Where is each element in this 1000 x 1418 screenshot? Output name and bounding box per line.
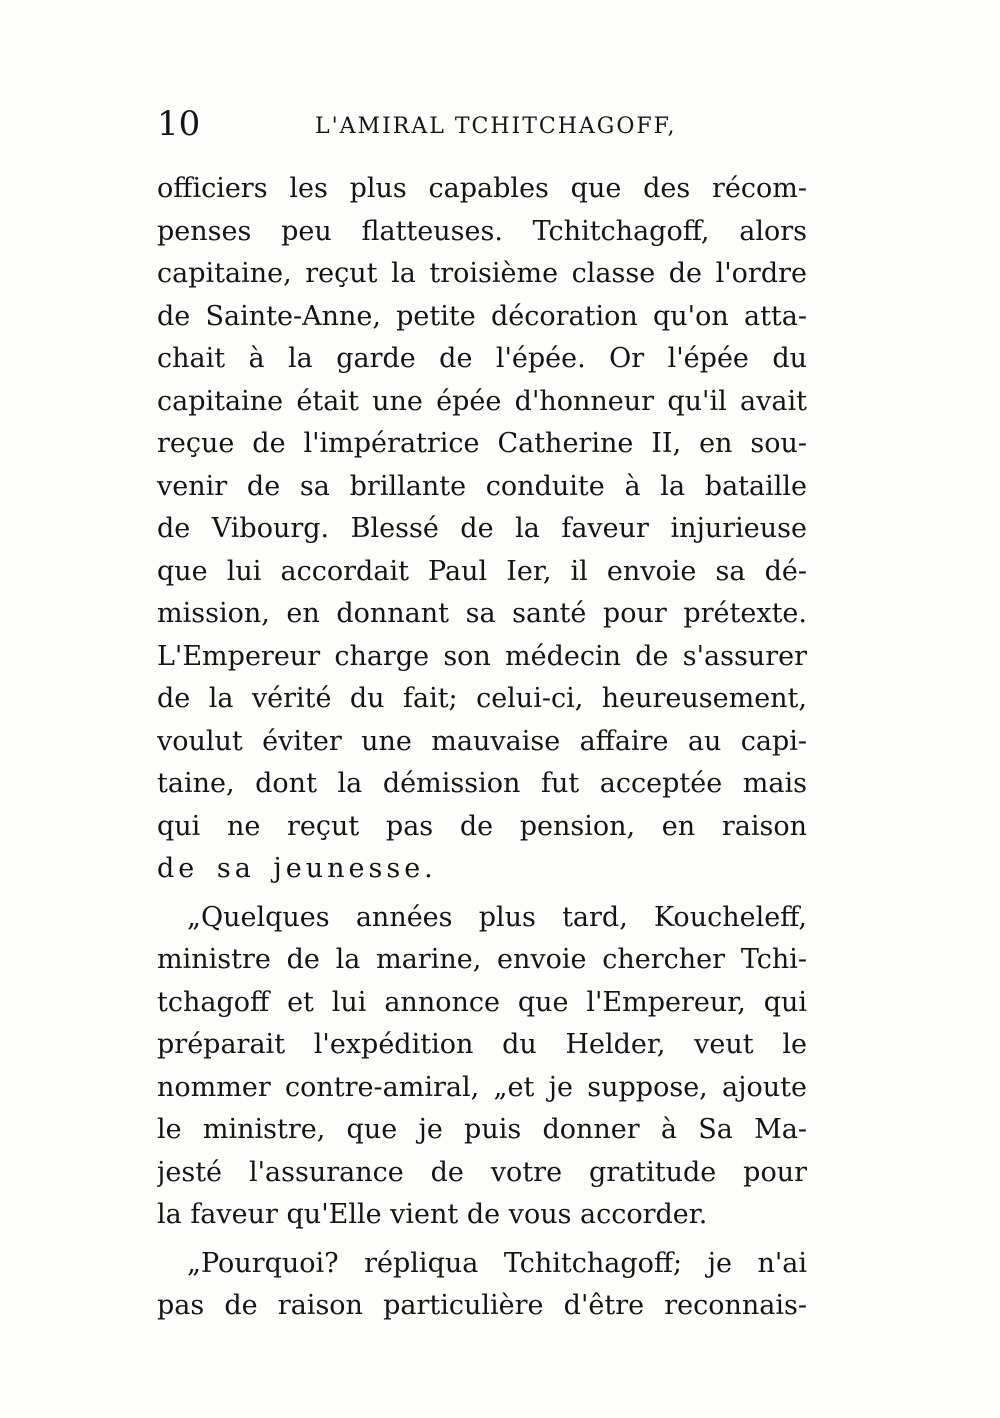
text-line: de Vibourg. Blessé de la faveur injurieuse bbox=[157, 513, 807, 544]
text-line: taine, dont la démission fut acceptée mais bbox=[157, 768, 807, 799]
text-line: jesté l'assurance de votre gratitude pour bbox=[157, 1156, 807, 1188]
paragraph-2 bbox=[157, 897, 807, 1237]
text-line: tchagoff et lui annonce que l'Empereur, qui bbox=[157, 986, 807, 1018]
text-line: chait à la garde de l'épée. Or l'épée du bbox=[157, 343, 807, 374]
page-number: 10 bbox=[157, 104, 201, 144]
paragraph-3 bbox=[157, 1243, 807, 1328]
text-line: voulut éviter une mauvaise affaire au capi- bbox=[157, 725, 807, 757]
text-line: penses peu flatteuses. Tchitchagoff, alors bbox=[157, 215, 807, 247]
text-line: de Sainte-Anne, petite décoration qu'on atta- bbox=[157, 300, 807, 332]
text-line: ministre de la marine, envoie chercher Tchi- bbox=[157, 944, 807, 975]
running-title: L'AMIRAL TCHITCHAGOFF, bbox=[315, 114, 677, 139]
text-line: de sa jeunesse. bbox=[157, 853, 437, 884]
text-line: officiers les plus capables que des récom- bbox=[157, 173, 807, 204]
text-line: préparait l'expédition du Helder, veut le bbox=[157, 1029, 807, 1060]
text-line: „Quelques années plus tard, Koucheleff, bbox=[187, 901, 807, 933]
page-header bbox=[157, 100, 807, 150]
body-text bbox=[157, 168, 807, 1328]
paragraph-1 bbox=[157, 168, 807, 891]
text-line: reçue de l'impératrice Catherine II, en sou- bbox=[157, 428, 807, 459]
text-line: le ministre, que je puis donner à Sa Ma- bbox=[157, 1114, 807, 1145]
text-line: venir de sa brillante conduite à la bataille bbox=[157, 470, 807, 502]
text-line: nommer contre-amiral, „et je suppose, ajoute bbox=[157, 1071, 807, 1103]
text-line: capitaine était une épée d'honneur qu'il avait bbox=[157, 385, 807, 417]
text-line: qui ne reçut pas de pension, en raison bbox=[157, 810, 807, 842]
text-line: capitaine, reçut la troisième classe de l'ordre bbox=[157, 258, 807, 289]
text-line: „Pourquoi? répliqua Tchitchagoff; je n'ai bbox=[187, 1247, 807, 1279]
text-line: L'Empereur charge son médecin de s'assurer bbox=[157, 640, 807, 672]
text-line: mission, en donnant sa santé pour prétexte. bbox=[157, 598, 807, 629]
text-line: de la vérité du fait; celui-ci, heureusement, bbox=[157, 683, 807, 714]
text-line: que lui accordait Paul Ier, il envoie sa dé- bbox=[157, 555, 807, 587]
text-line: pas de raison particulière d'être reconnais- bbox=[157, 1290, 807, 1321]
text-line: la faveur qu'Elle vient de vous accorder. bbox=[157, 1199, 708, 1230]
